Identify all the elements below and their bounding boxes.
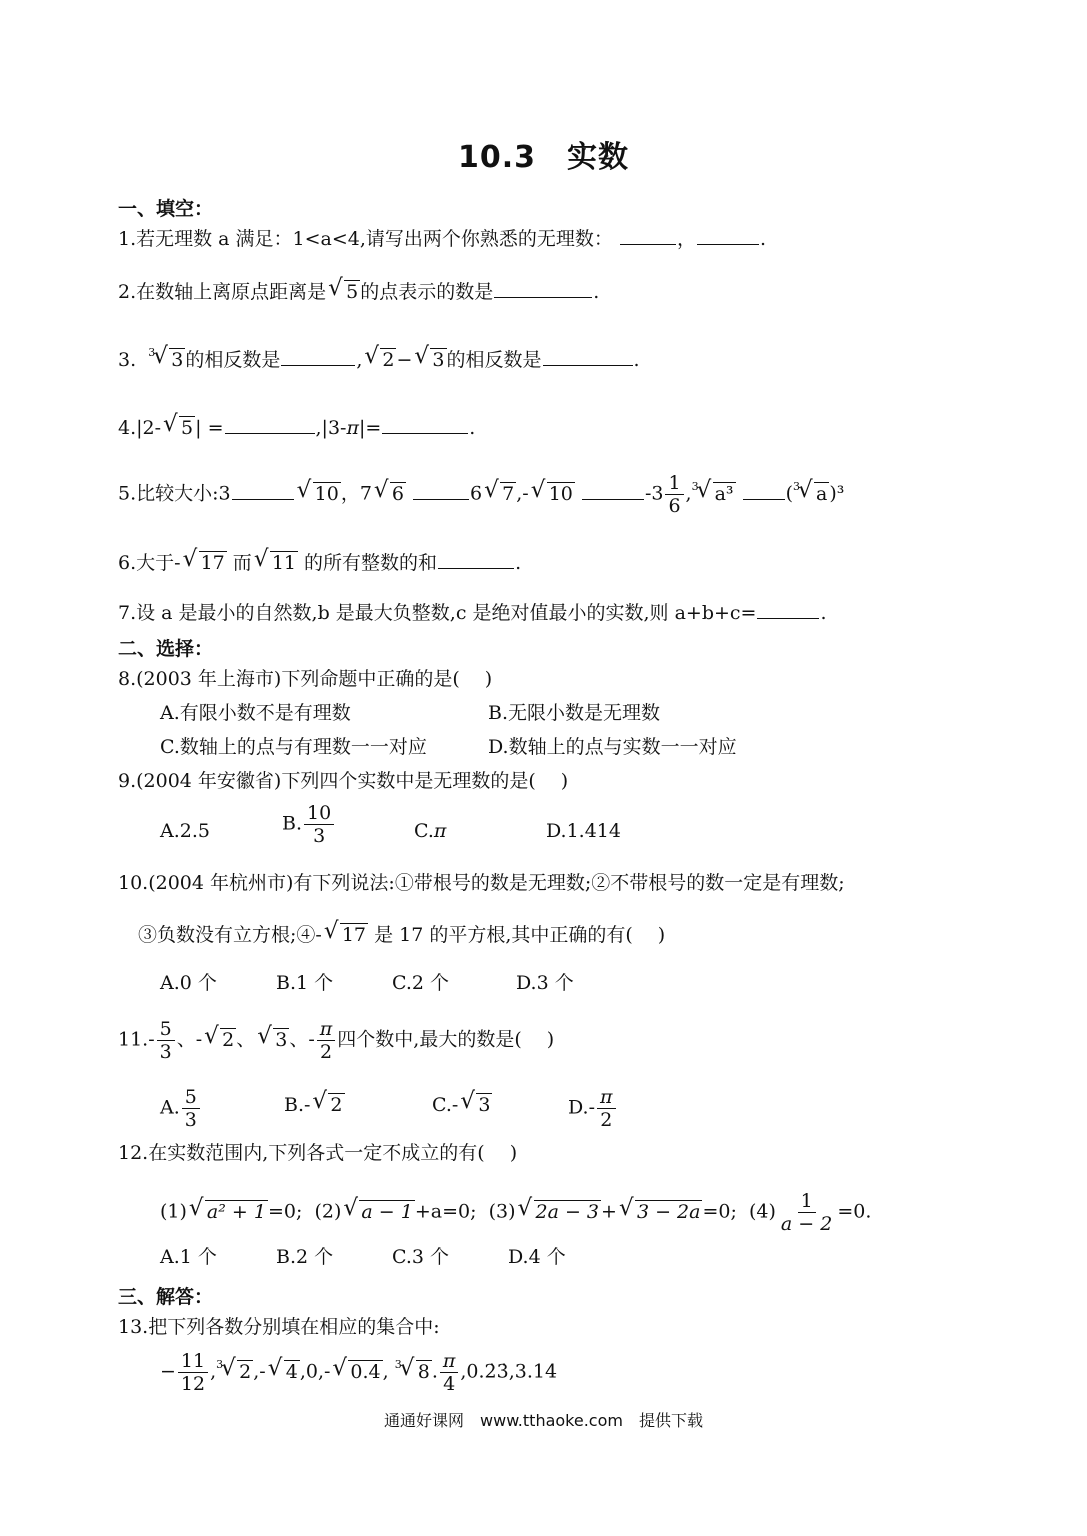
option-a[interactable]: A.有限小数不是有理数: [160, 702, 351, 724]
option-a[interactable]: A.0 个: [160, 972, 217, 994]
question-8-stem: 8.(2003 年上海市)下列命题中正确的是( ): [118, 668, 493, 690]
sqrt-expression: √ 2: [312, 1090, 344, 1120]
sqrt-expression: √ 7: [484, 479, 516, 509]
option-a[interactable]: A.2.5: [160, 820, 210, 842]
answer-blank[interactable]: [757, 600, 819, 619]
sqrt-expression: √ 4: [268, 1357, 300, 1387]
cube-root-index: 3: [148, 346, 156, 359]
sqrt-expression: √ a − 1: [343, 1197, 414, 1227]
question-13-stem: 13.把下列各数分别填在相应的集合中:: [118, 1316, 440, 1338]
question-5: 5.比较大小:3√ 10 ，7√ 6 6√ 7 ,-√ 10 -3 $\frac{1}{6}$ ,$^3$√ a³ ($^3$√ a )³: [118, 472, 844, 517]
option-d[interactable]: D.- $\frac{\pi}{2}$: [568, 1086, 618, 1131]
option-b[interactable]: B. $\frac{10}{3}$: [282, 802, 336, 847]
option-d[interactable]: D.数轴上的点与实数一一对应: [488, 736, 737, 758]
question-13-numbers: − $\frac{11}{12}$ ,$^3$√ 2 ,-√ 4 ,0,-√ 0.4 , $^3$√ 8 . $\frac{\pi}{4}$ ,0.2̇3̇,3.14: [160, 1350, 557, 1395]
pi-symbol: π: [346, 417, 359, 439]
sqrt-expression: √ 6: [374, 479, 406, 509]
question-12-expressions: (1)√ a² + 1 =0; (2)√ a − 1 +a=0; (3)√ 2a − 3 +√ 3 − 2a =0; (4) $\frac{1}{a - 2}$ =0.: [160, 1190, 871, 1235]
fraction: $\frac{\pi}{4}$: [440, 1350, 459, 1395]
question-10-stem: 10.(2004 年杭州市)有下列说法:①带根号的数是无理数;②不带根号的数一定是有理数;: [118, 872, 845, 894]
fraction: $\frac{11}{12}$: [178, 1350, 208, 1395]
footer-source: 通通好课网 www.tthaoke.com 提供下载: [384, 1411, 703, 1430]
option-c[interactable]: C.-√ 3: [432, 1090, 492, 1120]
section-choice-heading: 二、选择：: [118, 638, 214, 660]
answer-blank[interactable]: [620, 226, 676, 245]
fraction: $\frac{\pi}{2}$: [597, 1086, 616, 1131]
question-6: 6.大于-√ 17 而√ 11 的所有整数的和 .: [118, 548, 521, 578]
cube-root-expression: √ 2: [221, 1357, 253, 1387]
answer-blank[interactable]: [743, 481, 785, 500]
answer-blank[interactable]: [494, 279, 592, 298]
option-b[interactable]: B.无限小数是无理数: [488, 702, 661, 724]
option-a[interactable]: A.1 个: [160, 1246, 217, 1268]
option-d[interactable]: D.3 个: [516, 972, 574, 994]
question-7: 7.设 a 是最小的自然数,b 是最大负整数,c 是绝对值最小的实数,则 a+b+c= .: [118, 602, 827, 624]
section-answer-heading: 三、解答：: [118, 1286, 214, 1308]
sqrt-expression: √ 2: [364, 345, 396, 375]
fraction: $\frac{1}{a - 2}$: [780, 1190, 833, 1235]
question-1: 1.若无理数 a 满足：1<a<4,请写出两个你熟悉的无理数： ， .: [118, 228, 767, 250]
option-b[interactable]: B.1 个: [276, 972, 334, 994]
cube-root-expression: √ a: [798, 479, 829, 509]
option-b[interactable]: B.2 个: [276, 1246, 334, 1268]
sqrt-expression: √ 0.4: [332, 1357, 382, 1387]
sqrt-expression: √ a² + 1: [189, 1197, 268, 1227]
fraction: $\frac{\pi}{2}$: [317, 1018, 336, 1063]
answer-blank[interactable]: [543, 347, 633, 366]
option-c[interactable]: C.2 个: [392, 972, 450, 994]
question-12-stem: 12.在实数范围内,下列各式一定不成立的有( ): [118, 1142, 518, 1164]
sqrt-expression: √ 3 − 2a: [619, 1197, 703, 1227]
answer-blank[interactable]: [413, 481, 469, 500]
page-title: 10.3 实数: [457, 140, 630, 175]
sqrt-expression: √ 5: [163, 413, 195, 443]
sqrt-expression: √ 2a − 3: [518, 1197, 602, 1227]
question-10-line2: ③负数没有立方根;④-√ 17 是 17 的平方根,其中正确的有( ): [138, 920, 665, 950]
option-c[interactable]: C.3 个: [392, 1246, 450, 1268]
cube-root-index: 3: [216, 1357, 224, 1371]
cube-root-index: 3: [691, 479, 699, 493]
fraction: $\frac{5}{3}$: [157, 1018, 175, 1063]
cube-root-index: 3: [394, 1357, 402, 1371]
pi-symbol: π: [433, 820, 447, 842]
question-2: 2.在数轴上离原点距离是√ 5 的点表示的数是 .: [118, 277, 599, 307]
sqrt-expression: √ 17: [324, 920, 368, 950]
option-b[interactable]: B.-√ 2: [284, 1090, 345, 1120]
answer-blank[interactable]: [232, 481, 294, 500]
cube-root-expression: √ a³: [697, 479, 736, 509]
question-4: 4.|2-√ 5 | = ,|3-π|= .: [118, 413, 475, 443]
question-9-stem: 9.(2004 年安徽省)下列四个实数中是无理数的是( ): [118, 770, 569, 792]
cube-root-index: 3: [793, 479, 801, 493]
sqrt-expression: √ 3: [460, 1090, 492, 1120]
fraction: $\frac{5}{3}$: [182, 1086, 200, 1131]
option-c[interactable]: C.π: [414, 820, 447, 842]
sqrt-expression: √ 3: [257, 1025, 289, 1055]
option-d[interactable]: D.1.414: [546, 820, 621, 842]
option-a[interactable]: A. $\frac{5}{3}$: [160, 1086, 202, 1131]
question-11-stem: 11.- $\frac{5}{3}$ 、-√ 2 、√ 3 、- $\frac{\pi}{2}$ 四个数中,最大的数是( ): [118, 1018, 554, 1063]
sqrt-expression: √ 3: [414, 345, 446, 375]
sqrt-expression: √ 17: [183, 548, 227, 578]
sqrt-expression: √ 2: [204, 1025, 236, 1055]
sqrt-expression: √ 5: [328, 277, 360, 307]
sqrt-expression: √ 10: [297, 479, 341, 509]
answer-blank[interactable]: [382, 415, 468, 434]
cube-root-expression: √ 8: [400, 1357, 432, 1387]
answer-blank[interactable]: [281, 347, 355, 366]
answer-blank[interactable]: [438, 550, 514, 569]
cube-root-expression: √ 3: [153, 345, 185, 375]
answer-blank[interactable]: [582, 481, 644, 500]
option-d[interactable]: D.4 个: [508, 1246, 566, 1268]
question-3: 3. $^3$√ 3 的相反数是 ,√ 2 −√ 3 的相反数是 .: [118, 345, 640, 378]
fraction: $\frac{1}{6}$: [665, 472, 683, 517]
fraction: $\frac{10}{3}$: [304, 802, 334, 847]
option-c[interactable]: C.数轴上的点与有理数一一对应: [160, 736, 427, 758]
section-fill-heading: 一、填空：: [118, 198, 214, 220]
sqrt-expression: √ 11: [254, 548, 298, 578]
sqrt-expression: √ 10: [531, 479, 575, 509]
answer-blank[interactable]: [225, 415, 315, 434]
answer-blank[interactable]: [697, 226, 759, 245]
